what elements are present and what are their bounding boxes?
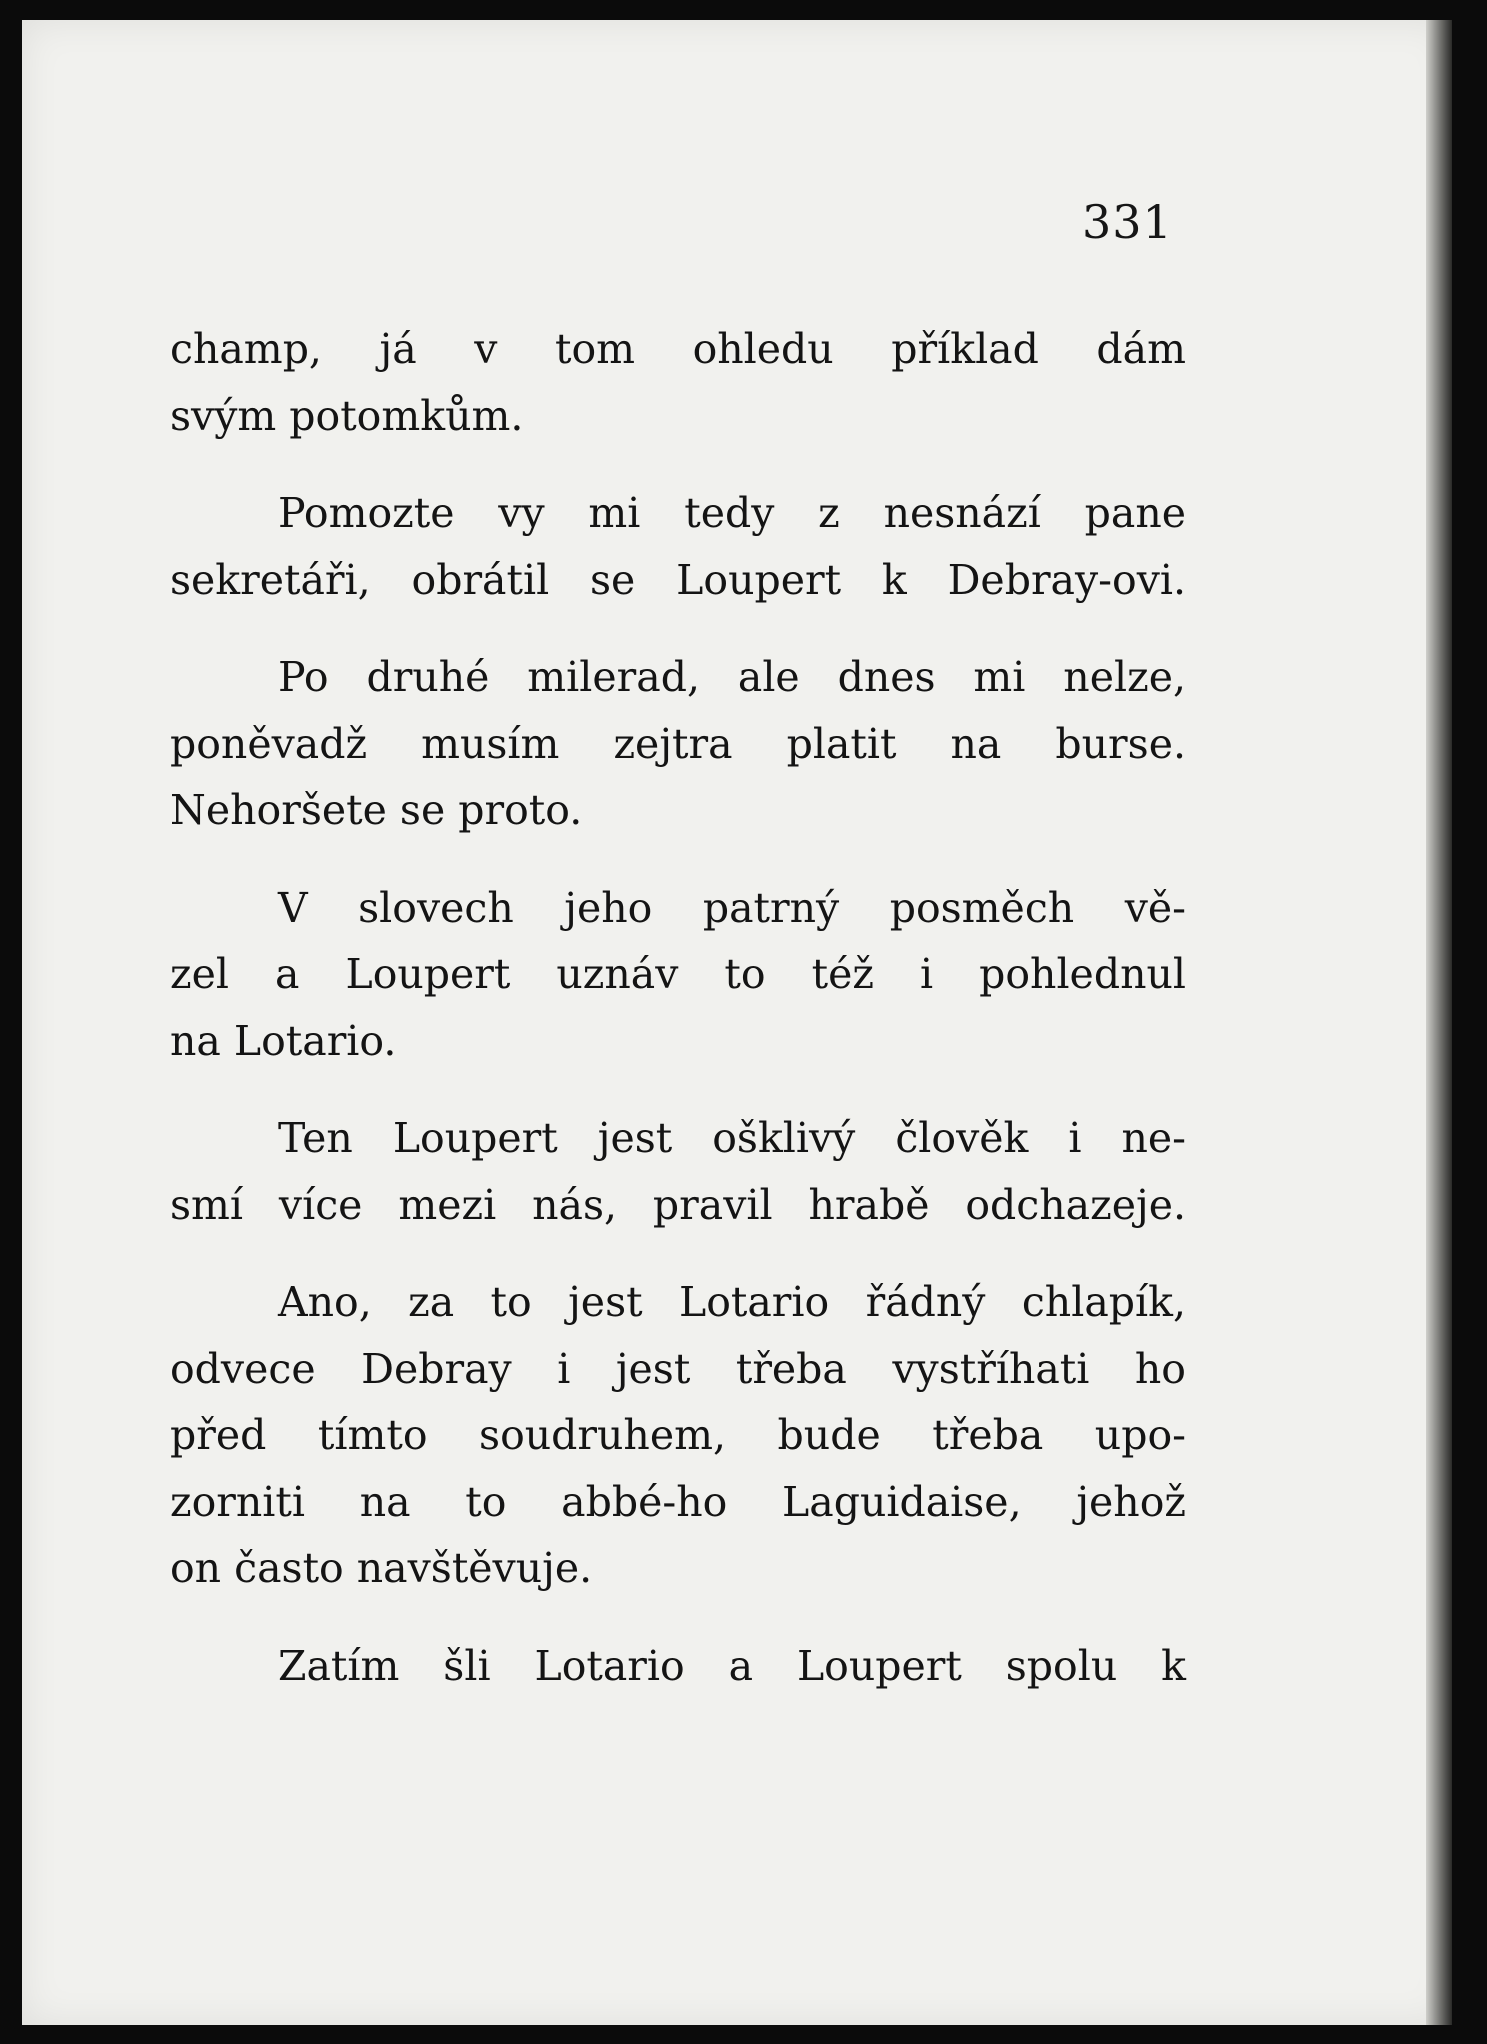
- text-line: zorniti na to abbé-ho Laguidaise, jehož: [170, 1477, 1186, 1526]
- text-line: zel a Loupert uznáv to též i pohlednul: [170, 950, 1186, 998]
- text-line: svým potomkům.: [170, 391, 524, 440]
- text-line: na Lotario.: [170, 1016, 397, 1065]
- page-number: 331: [1082, 195, 1173, 249]
- text-line: Pomozte vy mi tedy z nesnází pane: [278, 489, 1186, 537]
- text-line: poněvadž musím zejtra platit na burse.: [170, 719, 1186, 768]
- text-line: před tímto soudruhem, bude třeba upo-: [170, 1411, 1186, 1459]
- page-edge-shadow: [1426, 20, 1452, 2025]
- text-line: V slovech jeho patrný posměch vě-: [278, 883, 1186, 932]
- body-text: [170, 316, 1186, 1699]
- text-line: sekretáři, obrátil se Loupert k Debray-ovi.: [170, 555, 1186, 604]
- text-line: Ten Loupert jest ošklivý člověk i ne-: [278, 1114, 1186, 1162]
- text-line: Zatím šli Lotario a Loupert spolu k: [278, 1641, 1186, 1690]
- text-line: on často navštěvuje.: [170, 1544, 593, 1592]
- text-line: Ano, za to jest Lotario řádný chlapík,: [278, 1278, 1186, 1326]
- text-line: smí více mezi nás, pravil hrabě odchazeje.: [170, 1180, 1186, 1229]
- book-page: [22, 20, 1452, 2025]
- text-line: Nehoršete se proto.: [170, 786, 583, 834]
- text-line: Po druhé milerad, ale dnes mi nelze,: [278, 653, 1186, 701]
- text-line: odvece Debray i jest třeba vystříhati ho: [170, 1344, 1186, 1393]
- text-line: champ, já v tom ohledu příklad dám: [170, 325, 1186, 373]
